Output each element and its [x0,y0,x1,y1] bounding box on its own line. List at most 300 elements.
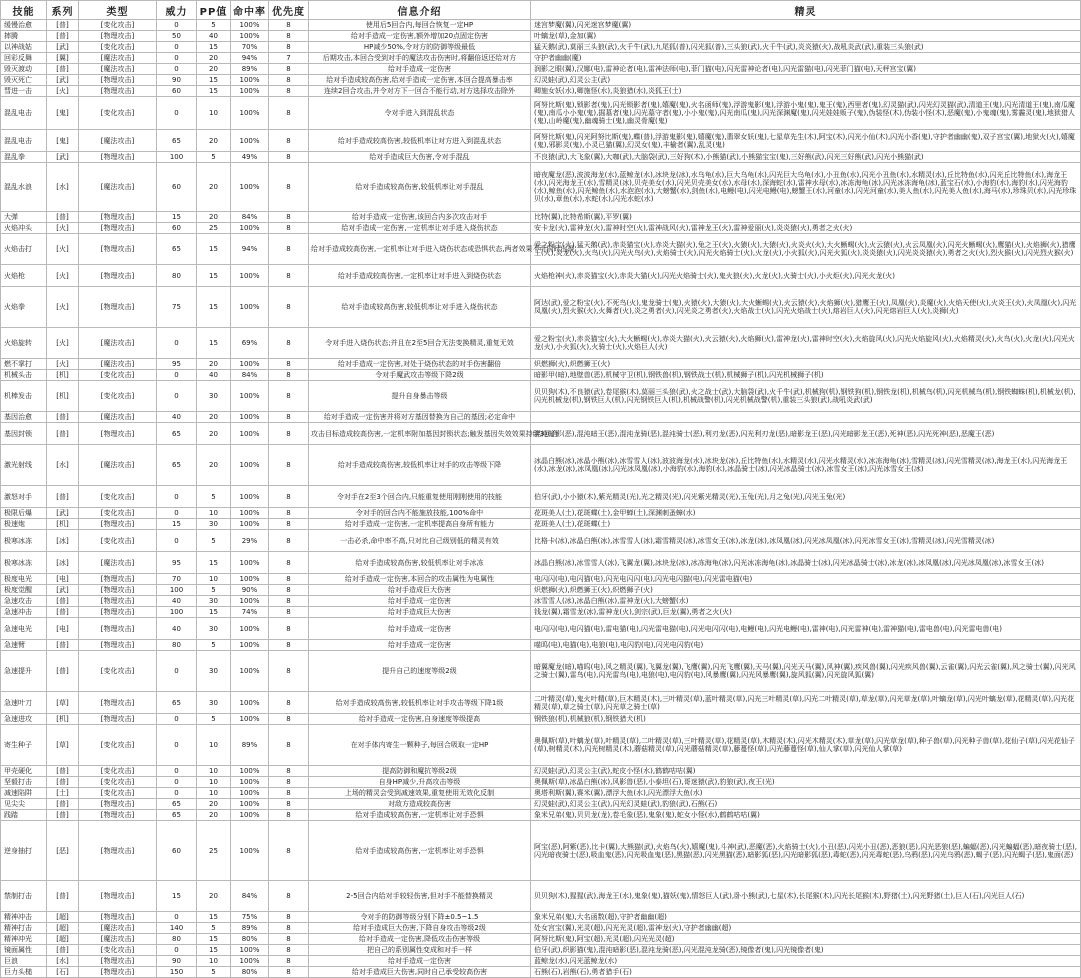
skill-pp-cell: 5 [197,967,231,978]
skill-name-cell: 缓慢治愈 [1,20,47,31]
skill-pp-cell: 20 [197,130,231,152]
skill-accuracy-cell: 100% [231,265,269,287]
skill-accuracy-cell: 100% [231,287,269,328]
skill-power-cell: 150 [157,967,197,978]
skill-sprite-cell: 奥佩斯(草),冰晶白熊(冰),风影兽(恶),小泰坦(石),哥迷猿(武),豹狼(武),夜王(光) [531,777,1081,788]
header-accuracy: 命中率 [231,1,269,20]
skill-type-cell: [恶] [47,821,79,881]
skill-category-cell: [物理攻击] [79,881,157,912]
table-row [1,945,1081,956]
skill-priority-cell: 8 [269,486,309,508]
skill-description-cell: 令对手在2至3个回合内,只能重复使用刚刚使用的技能 [309,486,531,508]
header-skill-name: 技能 [1,1,47,20]
skill-pp-cell: 20 [197,64,231,75]
skill-name-cell: 基因治愈 [1,412,47,423]
skill-accuracy-cell: 100% [231,412,269,423]
skill-priority-cell: 8 [269,64,309,75]
skill-type-cell: [普] [47,20,79,31]
skill-accuracy-cell: 100% [231,130,269,152]
skill-priority-cell: 8 [269,618,309,640]
skill-accuracy-cell: 100% [231,86,269,97]
table-row [1,20,1081,31]
skill-priority-cell: 8 [269,766,309,777]
skill-power-cell: 0 [157,530,197,552]
skill-description-cell: 在对手体内寄生一颗种子,每回合吸取一定HP [309,725,531,766]
skill-priority-cell: 8 [269,381,309,412]
table-row [1,381,1081,412]
skill-priority-cell: 8 [269,328,309,359]
skill-category-cell: [魔法攻击] [79,552,157,574]
header-priority: 优先度 [269,1,309,20]
skill-description-cell: 令对手魔武攻击等级下降2级 [309,370,531,381]
skill-type-cell: [机] [47,370,79,381]
skill-accuracy-cell: 100% [231,20,269,31]
skill-priority-cell: 8 [269,519,309,530]
skill-power-cell: 100 [157,585,197,596]
skill-pp-cell: 15 [197,607,231,618]
skill-pp-cell: 20 [197,810,231,821]
skill-pp-cell: 5 [197,923,231,934]
skill-name-cell: 急速叶刀 [1,692,47,714]
skill-power-cell: 0 [157,714,197,725]
skill-accuracy-cell: 90% [231,585,269,596]
table-row [1,42,1081,53]
skill-name-cell: 减速陷阱 [1,788,47,799]
skill-category-cell: [魔法攻击] [79,53,157,64]
skill-description-cell: 给对手造成一定伤害,降低攻击伤害等级 [309,934,531,945]
table-row [1,423,1081,445]
skill-category-cell: [变化攻击] [79,381,157,412]
skill-pp-cell: 20 [197,53,231,64]
skill-description-cell: 给对手造成较高伤害,较低机率让对手冰冻 [309,552,531,574]
skill-priority-cell: 8 [269,86,309,97]
skill-type-cell: [武] [47,42,79,53]
skill-sprite-cell: 守护者幽幽(魔) [531,53,1081,64]
skill-description-cell: 给对手造成较高伤害,一定机率让对手恐惧 [309,810,531,821]
skill-name-cell: 急速提升 [1,651,47,692]
skill-category-cell: [魔法攻击] [79,412,157,423]
skill-name-cell: 巨力头槌 [1,967,47,978]
skill-category-cell: [物理攻击] [79,212,157,223]
skill-power-cell: 80 [157,934,197,945]
skill-name-cell: 混乱水浪 [1,163,47,212]
skill-name-cell: 精神冲击 [1,912,47,923]
skill-type-cell: [水] [47,163,79,212]
skill-category-cell: [变化攻击] [79,508,157,519]
skill-priority-cell: 8 [269,508,309,519]
skill-power-cell: 0 [157,945,197,956]
skill-category-cell: [物理攻击] [79,31,157,42]
skill-type-cell: [普] [47,945,79,956]
skill-type-cell: [普] [47,596,79,607]
table-row [1,370,1081,381]
skill-sprite-cell: 阿努比斯(鬼),闪光阿努比斯(鬼),蝶(普),浮游鬼影(鬼),嬉魔(鬼),翡翠女妖(鬼),七星草先生(木),阿宝(木),闪光小仙(木),闪光小香(鬼),守护者幽幽(鬼),双子宫宝(翼),地狱火(火),嬉魔(鬼),邪影灵(鬼),小灵已猫(翼),幻灵女(鬼),丰榆者(翼),乱灵(鬼) [531,130,1081,152]
skill-category-cell: [变化攻击] [79,97,157,130]
skill-description-cell: 给对手造成一定伤害 [309,956,531,967]
skill-sprite-cell: 象米兄弟(鬼),贝贝龙(龙),卷毛象(恶),鬼象(鬼),蛇女小怪(水),鹤鹤咕咕(翼) [531,810,1081,821]
skill-type-cell: [普] [47,607,79,618]
table-row [1,508,1081,519]
skill-pp-cell: 5 [197,585,231,596]
skill-description-cell: 给对手造成一定伤害,一定机率提高自身所有能力 [309,519,531,530]
skill-priority-cell: 8 [269,234,309,265]
table-row [1,607,1081,618]
skill-description-cell: 连续2回合攻击,并令对方下一回合不能行动,对方选择攻击除外 [309,86,531,97]
skill-category-cell: [物理攻击] [79,223,157,234]
skill-description-cell: 给对手造成一定伤害,自身速度等级提高 [309,714,531,725]
skill-name-cell: 极速炮 [1,519,47,530]
skill-name-cell: 见尖尖 [1,799,47,810]
skill-accuracy-cell: 100% [231,945,269,956]
skill-priority-cell: 8 [269,212,309,223]
skill-pp-cell: 5 [197,20,231,31]
skill-category-cell: [物理攻击] [79,265,157,287]
skill-description-cell: 给对手造成巨大伤害,令对手混乱 [309,152,531,163]
skill-power-cell: 65 [157,692,197,714]
skill-priority-cell: 8 [269,130,309,152]
skill-sprite-cell: 不良猿(武),大飞象(翼),大咖(武),大脑袋(武),三好狗(木),小熊猫(武),小熊猫宝宝(鬼),三好熊(武),闪光三好熊(武),闪光小熊猫(武) [531,152,1081,163]
skill-priority-cell: 8 [269,596,309,607]
skill-power-cell: 60 [157,86,197,97]
skill-sprite-cell: 混沌暗影(恶),混沌暗王(恶),混沌龙骑(恶),混沌骑士(恶),利刃龙(恶),闪光利刃龙(恶),暗影龙王(恶),闪光暗影龙王(恶),死神(恶),闪光死神(恶),恶魔王(恶) [531,423,1081,445]
skill-description-cell: 给对手造成较高伤害,较低机率让对手的攻击等级下降 [309,445,531,486]
skill-sprite-cell: 石熊(石),岩熊(石),勇者猎手(石) [531,967,1081,978]
skill-description-cell: 给对手造成较高伤害,较低机率让对手混乱 [309,163,531,212]
skill-description-cell: 给对手造成较高伤害,一定机率让对手恐惧 [309,821,531,881]
skill-pp-cell: 30 [197,596,231,607]
skill-type-cell: [武] [47,508,79,519]
skill-sprite-cell: 爱之粉宝(火),赤炎猫宝(火),大火蜥蜴(火),赤炎大猫(火),火云猿(火),火焰狮(火),雷神龙(火),雷神时空(火),火焰旋风(火),闪光火焰旋风(火),火焰精灵(火),火鸟(火),火龙(火),闪光火龙(火),小火狐(火),火骑士(火),火焰巨人(火) [531,328,1081,359]
skill-category-cell: [物理攻击] [79,912,157,923]
skill-pp-cell: 30 [197,618,231,640]
skill-accuracy-cell: 75% [231,912,269,923]
skill-name-cell: 毁灭渡动 [1,64,47,75]
table-row [1,596,1081,607]
skill-accuracy-cell: 100% [231,574,269,585]
skill-priority-cell: 8 [269,692,309,714]
skill-power-cell: 60 [157,223,197,234]
skill-pp-cell: 30 [197,381,231,412]
skill-power-cell: 65 [157,445,197,486]
skill-description-cell: 给对手造成一定伤害 [309,64,531,75]
skill-sprite-cell: 冰晶白熊(冰),冰晶小熊(冰),冰雪雪人(冰),波波海龙(水),冰块龙(冰),丘比特鱼(水),水精灵(水),闪光水精灵(水),冰冻海龟(冰),雪精灵(冰),闪光雪精灵(冰),海龙王(水),闪光海龙王(水),冰龙(冰),冰凤凰(冰),闪光冰凤凰(冰),小海豹(水),海豹(水),冰晶骑士(冰),闪光冰晶骑士(冰),冰雪女王(冰),闪光冰雪女王(冰) [531,445,1081,486]
skill-description-cell: 提升自身暴击等级 [309,381,531,412]
skill-sprite-cell: 贝贝狗(木),猩猩(武),海龙王(水),鬼象(鬼),猫妖(鬼),情怒巨人(武),卧小熊(武),七星(木),长尾猴(木),闪光长尾猴(木),野猪(土),闪光野猪(土),巨人(石),闪光巨人(石) [531,881,1081,912]
skill-type-cell: [火] [47,359,79,370]
skill-power-cell: 0 [157,381,197,412]
skill-name-cell: 火焰枪 [1,265,47,287]
skill-type-cell: [翼] [47,53,79,64]
skill-category-cell: [变化攻击] [79,777,157,788]
skill-pp-cell: 30 [197,651,231,692]
skill-description-cell: 提高防御和魔抗等级2级 [309,766,531,777]
table-row [1,821,1081,881]
table-row [1,967,1081,978]
table-row [1,53,1081,64]
skill-name-cell: 激光射线 [1,445,47,486]
skill-power-cell: 0 [157,328,197,359]
skill-category-cell: [变化攻击] [79,486,157,508]
skill-priority-cell: 8 [269,75,309,86]
skill-power-cell: 90 [157,75,197,86]
skill-type-cell: [武] [47,585,79,596]
skill-sprite-cell: 二叶精灵(草),鬼火叶精(草),巨木精灵(木),三叶精灵(草),蓝叶精灵(草),闪光三叶精灵(草),闪光二叶精灵(草),草龙(草),闪光草龙(草),叶螭龙(草),闪光叶螭龙(草),花精灵(草),闪光花精灵(草),草之骑士(草),闪光草之骑士(草) [531,692,1081,714]
skill-sprite-cell: 花斑美人(土),花斑蝶(土) [531,519,1081,530]
skill-accuracy-cell: 100% [231,788,269,799]
skill-sprite-cell: 炽燃狮(火),炽燃狮王(火) [531,359,1081,370]
skill-pp-cell: 20 [197,163,231,212]
skill-sprite-cell: 猛天鹅(武),莫丽三头狼(武),火千牛(武),九尾狐(普),闪光狐(普),三头狼(武),火千牛(武),炎炎猿(火),战吼炎武(武),重装三头狼(武) [531,42,1081,53]
table-row [1,766,1081,777]
header-sprite: 精灵 [531,1,1081,20]
table-row [1,234,1081,265]
skill-description-cell: 给对手造成一定伤害,该回合内多次攻击对手 [309,212,531,223]
skill-sprite-cell [531,412,1081,423]
skill-description-cell: 后期攻击,本回合受到对手的魔法攻击伤害时,将翻倍返还给对方 [309,53,531,64]
skill-category-cell: [物理攻击] [79,423,157,445]
skill-accuracy-cell: 100% [231,618,269,640]
table-row [1,881,1081,912]
skill-power-cell: 90 [157,956,197,967]
skill-description-cell: 把自己的系别属性变成和对手一样 [309,945,531,956]
skill-accuracy-cell: 89% [231,923,269,934]
skill-pp-cell: 5 [197,640,231,651]
skill-name-cell: 禁制打击 [1,881,47,912]
skill-name-cell: 极寒冰冻 [1,530,47,552]
skill-accuracy-cell: 100% [231,821,269,881]
skill-sprite-cell: 幻灵蛙(武),幻灵公主(武),蛇皮小怪(水),鹤鹤咕咕(翼) [531,766,1081,777]
skill-category-cell: [变化攻击] [79,651,157,692]
table-row [1,640,1081,651]
skill-name-cell: 基因封锁 [1,423,47,445]
header-description: 信息介绍 [309,1,531,20]
skill-type-cell: [火] [47,287,79,328]
skill-name-cell: 激怒对手 [1,486,47,508]
skill-priority-cell: 8 [269,651,309,692]
skill-type-cell: [火] [47,328,79,359]
skill-priority-cell: 8 [269,640,309,651]
skill-accuracy-cell: 100% [231,75,269,86]
skill-accuracy-cell: 100% [231,486,269,508]
skill-name-cell: 火焰旋转 [1,328,47,359]
skill-type-cell: [超] [47,934,79,945]
skill-description-cell: 给对手造成一定伤害,额外增加20点固定伤害 [309,31,531,42]
skill-name-cell: 急速臂 [1,640,47,651]
skill-type-cell: [普] [47,31,79,42]
skill-accuracy-cell: 100% [231,31,269,42]
skill-type-cell: [冰] [47,530,79,552]
skill-power-cell: 95 [157,552,197,574]
skill-pp-cell: 15 [197,265,231,287]
skill-power-cell: 95 [157,359,197,370]
skill-type-cell: [普] [47,810,79,821]
skill-pp-cell: 10 [197,574,231,585]
skill-power-cell: 65 [157,234,197,265]
skill-sprite-cell: 比特(翼),比特希斯(翼),平罗(翼) [531,212,1081,223]
skill-accuracy-cell: 100% [231,766,269,777]
skill-name-cell: 坚毅打击 [1,777,47,788]
skill-description-cell: 令对手的回合内不能施放技能,100%命中 [309,508,531,519]
skill-pp-cell: 30 [197,519,231,530]
skill-accuracy-cell: 94% [231,234,269,265]
skill-type-cell: [火] [47,265,79,287]
skill-description-cell: 给对手造成较高伤害,给对手造成一定伤害,本回合提高暴击率 [309,75,531,86]
header-type: 系列 [47,1,79,20]
skill-name-cell: 彗进一击 [1,86,47,97]
skill-name-cell: 巨浪 [1,956,47,967]
skill-pp-cell: 15 [197,75,231,86]
skill-description-cell: 给对手造成较高伤害,较低机率让对手攻击等级下降1级 [309,692,531,714]
skill-priority-cell: 8 [269,810,309,821]
skill-category-cell: [变化攻击] [79,788,157,799]
skill-priority-cell: 8 [269,42,309,53]
skill-category-cell: [物理攻击] [79,86,157,97]
skill-sprite-cell: 暗翼魔龙(暗),喵呜(电),风之精灵(翼),飞翼龙(翼),飞鹰(翼),闪光飞鹰(翼),天马(翼),闪光天马(翼),风神(翼),疾风兽(翼),闪光疾风兽(翼),云雀(翼),闪光云雀(翼),风之骑士(翼),闪光风之骑士(翼),雷鸟(电),闪光雷鸟(电),电狼(电),电闪豹(电),风暴鹰(翼),闪光风暴鹰(翼),旋风狐(翼),闪光旋风狐(翼) [531,651,1081,692]
skill-pp-cell: 15 [197,287,231,328]
skill-pp-cell: 15 [197,328,231,359]
skill-accuracy-cell: 100% [231,777,269,788]
table-row [1,530,1081,552]
skill-description-cell: 给对手造成一定伤害 [309,596,531,607]
skill-sprite-cell: 安卡龙(火),雷神龙(火),雷神时空(火),雷神战风(火),雷神龙王(火),雷神爱丽(火),炎炎猿(火),勇者之火(火) [531,223,1081,234]
table-row [1,912,1081,923]
table-row [1,714,1081,725]
skill-accuracy-cell: 80% [231,934,269,945]
skill-accuracy-cell: 84% [231,212,269,223]
table-row [1,31,1081,42]
skill-type-cell: [普] [47,651,79,692]
table-row [1,64,1081,75]
skill-priority-cell: 8 [269,359,309,370]
skill-category-cell: [变化攻击] [79,20,157,31]
skill-pp-cell: 15 [197,945,231,956]
skill-sprite-cell: 冰晶白熊(冰),冰雪雪人(冰),飞翼龙(翼),冰块龙(冰),冰冻海龟(冰),闪光冰冻海龟(冰),冰晶骑士(冰),闪光冰晶骑士(冰),冰龙(冰),冰凤凰(冰),闪光冰凤凰(冰),冰雪女王(冰) [531,552,1081,574]
skill-name-cell: 甲壳硬化 [1,766,47,777]
skill-type-cell: [火] [47,86,79,97]
skill-pp-cell: 25 [197,223,231,234]
skill-description-cell: 给对手造成巨大伤害,下降自身攻击等级2级 [309,923,531,934]
skill-pp-cell: 10 [197,788,231,799]
skill-sprite-cell: 卿施女妖(水),卿施怪(水),炎狼猎(水),炎狐王(土) [531,86,1081,97]
skill-priority-cell: 7 [269,53,309,64]
skill-priority-cell: 8 [269,574,309,585]
skill-category-cell: [魔法攻击] [79,445,157,486]
skill-accuracy-cell: 70% [231,42,269,53]
skill-power-cell: 0 [157,20,197,31]
skill-pp-cell: 20 [197,799,231,810]
skill-category-cell: [物理攻击] [79,585,157,596]
skill-type-cell: [机] [47,519,79,530]
skill-pp-cell: 5 [197,486,231,508]
skill-sprite-cell: 奥佩斯(草),叶螭龙(草),叶精灵(草),二叶精灵(草),三叶精灵(草),花精灵(草),木精灵(木),闪光木精灵(木),草龙(草),闪光草龙(草),种子兽(草),闪光种子兽(草),花仙子(草),闪光花仙子(草),树精灵(木),闪光树精灵(木),蘑菇精灵(草),闪光蘑菇精灵(草),藤蔓怪(草),闪光藤蔓怪(草),仙人掌(草),闪光仙人掌(草) [531,725,1081,766]
skill-sprite-cell: 暗夜魔龙(恶),波波海龙(水),蓝鲸龙(水),冰块龙(冰),水乌龟(水),巨大乌龟(水),闪光巨大乌龟(水),小丑鱼(水),闪光小丑鱼(水),水精灵(水),丘比特鱼(水),闪光丘比特鱼(水),海龙王(水),闪光海龙王(水),雪精灵(冰),贝壳美女(水),闪光贝壳美女(水),水母(水),深海蛇(水),雷神水母(水),冰冻海龟(冰),闪光冰冻海龟(冰),蓝宝石(水),小海豹(水),海豹(水),闪光海豹(水),鲸鱼(水),闪光鲸鱼(水),水泡泡(水),大螃蟹(水),剑鱼(水),电鳗(电),闪光电鳗(电),螃蟹王(水),河童(水),闪光河童(水),美人鱼(水),闪光美人鱼(水),海马(水),珍珠贝(水),闪光珍珠贝(水),章鱼(水),水蛇(水),闪光水蛇(水) [531,163,1081,212]
skill-description-cell: 给对手造成较高伤害,一定机率让对手进入烧伤状态或恐惧状态,两者效果不可同时出现 [309,234,531,265]
skill-category-cell: [魔法攻击] [79,328,157,359]
skill-power-cell: 80 [157,640,197,651]
skill-power-cell: 0 [157,486,197,508]
skill-priority-cell: 8 [269,265,309,287]
skill-priority-cell: 8 [269,287,309,328]
skill-priority-cell: 8 [269,607,309,618]
skill-category-cell: [物理攻击] [79,956,157,967]
skill-sprite-cell: 叶螭龙(草),金加(翼) [531,31,1081,42]
skill-sprite-cell: 火焰枪神(火),赤炎猫宝(火),赤炎大猫(火),闪光火焰骑士(火),鬼火狼(火),火龙(火),火骑士(火),小火炬(火),闪光火龙(火) [531,265,1081,287]
skill-category-cell: [物理攻击] [79,234,157,265]
skill-sprite-cell: 处女宫宝(翼),光灵(超),闪光光灵(超),雷神龙(火),守护者幽幽(超) [531,923,1081,934]
skill-sprite-cell: 电闪闪(电),电闪猫(电),雷电猫(电),闪光雷电猫(电),闪光电闪闪(电),电鳗(电),闪光电鳗(电),雷神(电),闪光雷神(电),雷神猫(电),雷电兽(电),闪光雷电兽(电) [531,618,1081,640]
skill-sprite-cell: 象米兄弟(鬼),大名函数(超),守护者幽幽(超) [531,912,1081,923]
skill-category-cell: [物理攻击] [79,152,157,163]
table-row [1,956,1081,967]
skill-category-cell: [变化攻击] [79,766,157,777]
skill-priority-cell: 8 [269,20,309,31]
skill-sprite-cell: 电闪闪(电),电闪猫(电),闪光电闪闪(电),闪光电闪猫(电),闪光雷电猫(电) [531,574,1081,585]
skill-accuracy-cell: 100% [231,714,269,725]
skill-category-cell: [魔法攻击] [79,163,157,212]
skill-pp-cell: 20 [197,423,231,445]
skill-name-cell: 火焰击打 [1,234,47,265]
skill-priority-cell: 8 [269,445,309,486]
skill-power-cell: 70 [157,574,197,585]
skill-priority-cell: 8 [269,956,309,967]
skill-description-cell: 给对手造成一定伤害 [309,618,531,640]
skill-category-cell: [物理攻击] [79,287,157,328]
skill-description-cell: 给对手造成巨大伤害 [309,607,531,618]
skill-priority-cell: 8 [269,934,309,945]
skill-power-cell: 0 [157,508,197,519]
skill-pp-cell: 5 [197,152,231,163]
skill-pp-cell: 10 [197,766,231,777]
skill-accuracy-cell: 100% [231,651,269,692]
skill-type-cell: [普] [47,799,79,810]
skill-description-cell: 自身HP减少,升高攻击等级 [309,777,531,788]
skill-sprite-cell: 幻灵蛙(武),幻灵公主(武) [531,75,1081,86]
skill-power-cell: 100 [157,607,197,618]
skill-description-cell: 给对手造成较高伤害,一定机率让对手进入到烧伤状态 [309,265,531,287]
skill-type-cell: [超] [47,923,79,934]
skill-description-cell: HP减少50%,令对方的防御等级最低 [309,42,531,53]
table-row [1,519,1081,530]
skill-category-cell: [物理攻击] [79,810,157,821]
skill-type-cell: [土] [47,788,79,799]
skill-description-cell: 给对手造成较高伤害,较低机率让对手进入烧伤状态 [309,287,531,328]
skill-accuracy-cell: 100% [231,799,269,810]
skill-power-cell: 65 [157,130,197,152]
skill-pp-cell: 10 [197,725,231,766]
skill-accuracy-cell: 94% [231,53,269,64]
skill-power-cell: 60 [157,821,197,881]
skill-sprite-cell: 炽燃狮(火),炽燃狮王(火),炽燃狮子(火) [531,585,1081,596]
skill-category-cell: [物理攻击] [79,75,157,86]
skill-category-cell: [魔法攻击] [79,923,157,934]
skill-power-cell: 15 [157,881,197,912]
skill-category-cell: [变化攻击] [79,945,157,956]
skill-type-cell: [普] [47,640,79,651]
skill-priority-cell: 8 [269,31,309,42]
skill-type-cell: [草] [47,725,79,766]
skill-accuracy-cell: 100% [231,381,269,412]
skill-category-cell: [物理攻击] [79,640,157,651]
table-row [1,799,1081,810]
skill-pp-cell: 15 [197,234,231,265]
table-row [1,486,1081,508]
skill-description-cell: 给对手造成一定伤害并将对方基因替换为自己的基因;必定命中 [309,412,531,423]
header-row [1,1,1081,20]
skill-category-cell: [物理攻击] [79,692,157,714]
skill-power-cell: 65 [157,799,197,810]
skill-power-cell: 0 [157,97,197,130]
skill-sprite-cell: 钱龙(翼),霜雪龙(冰),雷神龙(火),剑宗(武),巨龙(翼),勇者之火(火) [531,607,1081,618]
